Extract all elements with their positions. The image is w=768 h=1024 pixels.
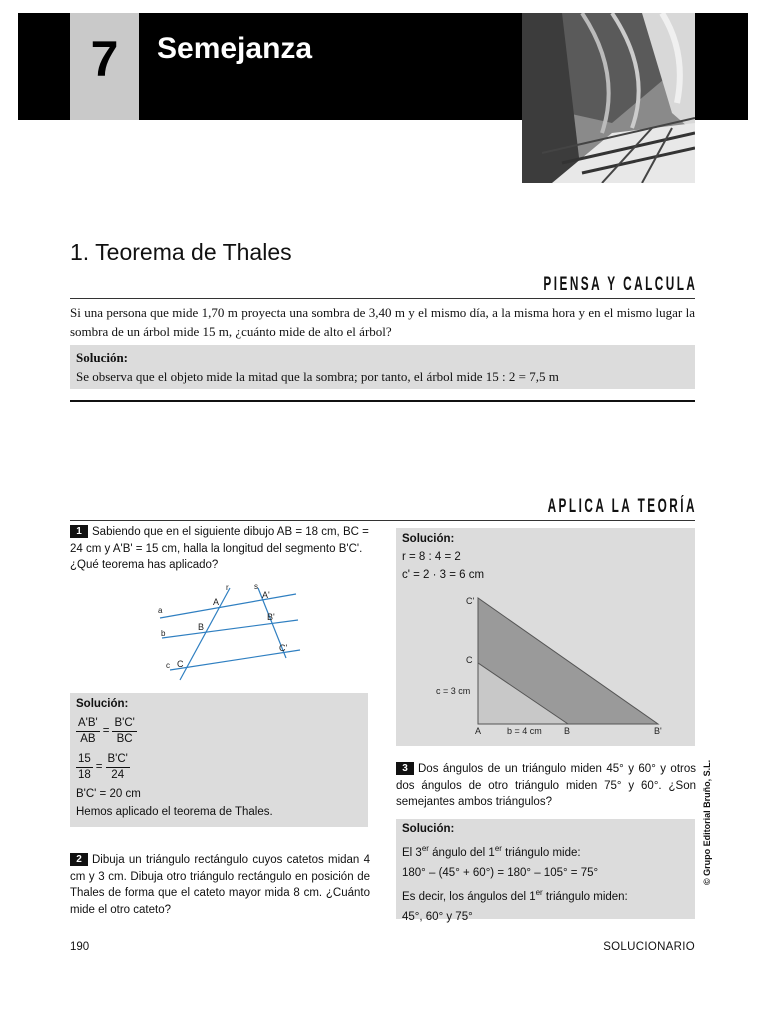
exercise-1 bbox=[70, 524, 370, 574]
exercise-2-text: Dibuja un triángulo rectángulo cuyos catetos midan 4 cm y 3 cm. Dibuja otro triángulo rectángulo en posición de Thales de forma que el cateto mayor mida 8 cm. ¿Cuánto mide el otro cateto? bbox=[70, 854, 370, 916]
solution-line: Es decir, los ángulos del 1er triángulo miden: bbox=[402, 887, 628, 903]
exercise-1-text: Sabiendo que en el siguiente dibujo AB = 18 cm, BC = 24 cm y A'B' = 15 cm, halla la longitud del segmento B'C'. ¿Qué teorema has aplicado? bbox=[70, 526, 369, 571]
thales-figure bbox=[150, 580, 310, 685]
solution-label: Solución: bbox=[402, 533, 455, 545]
exercise-3 bbox=[396, 761, 696, 811]
piensa-solution-box bbox=[70, 345, 695, 389]
piensa-question: Si una persona que mide 1,70 m proyecta una sombra de 3,40 m y el mismo día, a la misma hora y en el mismo lugar la sombra de un árbol mide 15 m, ¿cuánto mide de alto el árbol? bbox=[70, 305, 695, 339]
point-label-C-prime: C' bbox=[466, 596, 475, 606]
solution-label: Solución: bbox=[402, 823, 455, 835]
section-title: 1. Teorema de Thales bbox=[70, 239, 292, 265]
piensa-y-calcula-banner: PIENSA Y CALCULA bbox=[542, 274, 697, 295]
exercise-1-solution-box bbox=[70, 693, 368, 827]
line-label-c: c bbox=[166, 661, 170, 670]
exercise-3-solution-box bbox=[396, 819, 695, 923]
exercise-number-badge: 1 bbox=[70, 525, 88, 538]
chapter-photo bbox=[522, 13, 695, 183]
copyright-notice: © Grupo Editorial Bruño, S.L. bbox=[702, 759, 712, 885]
chapter-number: 7 bbox=[90, 31, 119, 87]
line-label-r: r bbox=[226, 583, 229, 592]
exercise-3-text: Dos ángulos de un triángulo miden 45° y 60° y otros dos ángulos de otro triángulo miden 75° y 60°. ¿Son semejantes ambos triángulos? bbox=[396, 763, 696, 808]
exercise-number-badge: 2 bbox=[70, 853, 88, 866]
proportion-row-1: $\frac{A'B'}{AB}$ = $\frac{B'C'}{BC}$ bbox=[78, 716, 135, 745]
similar-triangles-figure bbox=[396, 528, 695, 746]
divider-line bbox=[70, 520, 695, 521]
solution-label: Solución: bbox=[76, 350, 129, 365]
point-label-B-prime: B' bbox=[654, 726, 662, 736]
line-label-b: b bbox=[161, 629, 166, 638]
solution-line: 180° – (45° + 60°) = 180° – 105° = 75° bbox=[402, 866, 599, 879]
solution-line: r = 8 : 4 = 2 bbox=[402, 551, 461, 563]
footer-label: SOLUCIONARIO bbox=[603, 941, 695, 953]
point-label-C-prime: C' bbox=[279, 643, 288, 653]
exercise-2 bbox=[70, 852, 370, 918]
exercise-number-badge: 3 bbox=[396, 762, 414, 775]
theorem-line: Hemos aplicado el teorema de Thales. bbox=[76, 806, 273, 818]
point-label-A: A bbox=[475, 726, 482, 736]
point-label-B: B bbox=[198, 622, 205, 632]
page-number: 190 bbox=[70, 941, 90, 953]
side-label-c: c = 3 cm bbox=[436, 686, 471, 696]
solution-label: Solución: bbox=[76, 698, 129, 710]
line-label-s: s bbox=[254, 582, 258, 591]
solution-line: 45°, 60° y 75° bbox=[402, 910, 473, 923]
point-label-B-prime: B' bbox=[267, 612, 275, 622]
aplica-la-teoria-banner: APLICA LA TEORÍA bbox=[547, 496, 697, 517]
result-line: B'C' = 20 cm bbox=[76, 788, 141, 800]
point-label-B: B bbox=[564, 726, 571, 736]
divider-line bbox=[70, 298, 695, 299]
exercise-2-solution-box bbox=[396, 528, 695, 746]
point-label-A: A bbox=[213, 597, 220, 607]
line-label-a: a bbox=[158, 606, 163, 615]
solution-text: Se observa que el objeto mide la mitad que la sombra; por tanto, el árbol mide 15 : 2 = 7,5 m bbox=[76, 369, 559, 384]
proportion-row-2: $\frac{15}{18}$ = $\frac{B'C'}{24}$ bbox=[78, 752, 128, 781]
point-label-C: C bbox=[177, 659, 184, 669]
fraction: $\frac{B'C'}{24}$ bbox=[107, 752, 128, 781]
point-label-C: C bbox=[466, 655, 473, 665]
fraction: $\frac{B'C'}{BC}$ bbox=[114, 716, 135, 745]
solution-line: c' = 2 · 3 = 6 cm bbox=[402, 569, 485, 581]
section-divider bbox=[70, 400, 695, 402]
side-label-b: b = 4 cm bbox=[507, 726, 542, 736]
point-label-A-prime: A' bbox=[262, 590, 270, 600]
solution-line: El 3er ángulo del 1er triángulo mide: bbox=[402, 844, 581, 859]
chapter-title: Semejanza bbox=[157, 32, 313, 65]
fraction: $\frac{15}{18}$ bbox=[78, 752, 91, 781]
fraction: $\frac{A'B'}{AB}$ bbox=[78, 716, 98, 745]
